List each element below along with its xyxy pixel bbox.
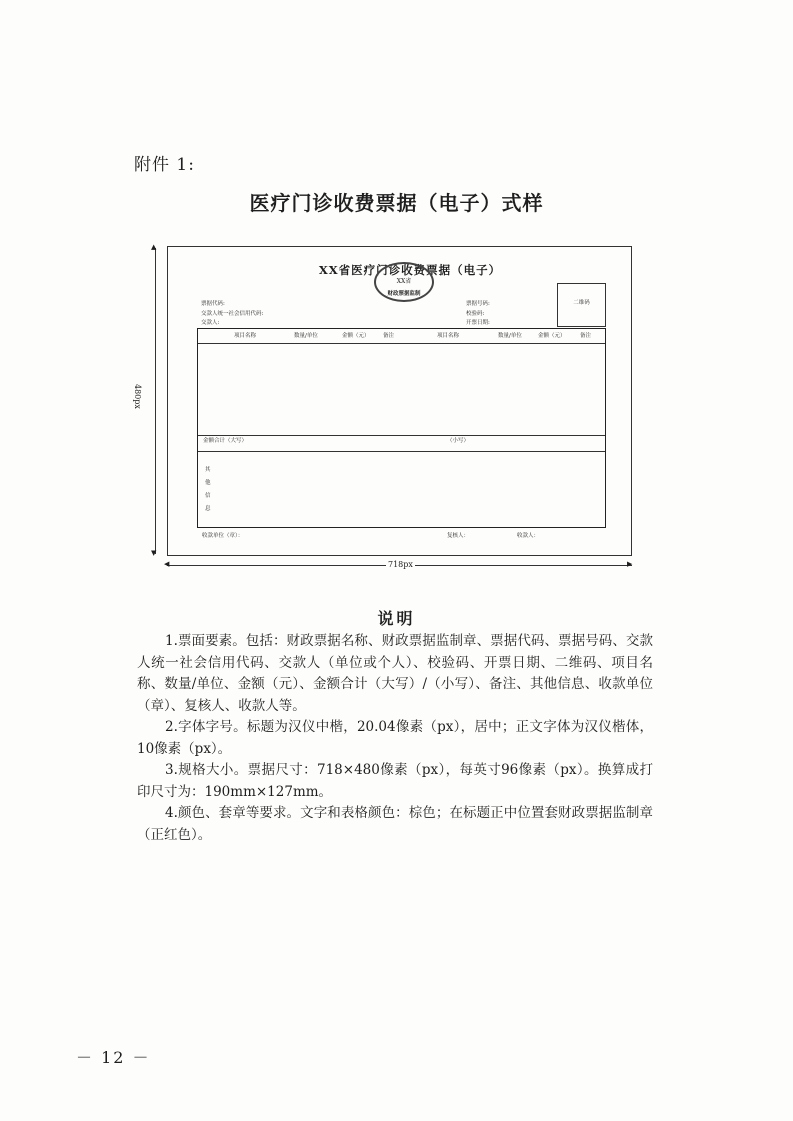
qr-code-label: 二维码: [573, 300, 590, 306]
col-qty-unit-left: 数量/单位: [294, 333, 318, 339]
note-item: 3.规格大小。票据尺寸：718×480像素（px），每英寸96像素（px）。换算成打印尺寸为：190mm×127mm。: [137, 762, 653, 800]
field-check-code: 校验码:: [466, 311, 485, 317]
arrow-up-icon: ▲: [151, 243, 157, 251]
arrow-right-icon: ▶: [627, 560, 633, 568]
col-remark-left: 备注: [383, 333, 395, 339]
body-divider: [198, 435, 605, 436]
document-title: 医疗门诊收费票据（电子）式样: [249, 191, 544, 215]
note-item: 2.字体字号。标题为汉仪中楷，20.04像素（px），居中；正文字体为汉仪楷体，10像素（px）。: [137, 719, 653, 757]
total-row-divider: [198, 451, 605, 452]
other-info-char: 其: [205, 467, 211, 473]
col-remark-right: 备注: [580, 333, 592, 339]
note-item: 4.颜色、套章等要求。文字和表格颜色：棕色；在标题正中位置套财政票据监制章（正红色）。: [137, 805, 653, 843]
ticket-title: XX省医疗门诊收费票据（电子）: [318, 263, 502, 277]
field-ticket-number: 票据号码:: [466, 301, 490, 307]
height-dimension-label: 480px: [133, 384, 142, 409]
footer-cashier: 收款人：: [517, 533, 540, 539]
arrow-down-icon: ▼: [151, 549, 157, 557]
total-lowercase-label: （小写）: [447, 438, 470, 444]
seal-top-text: XX省: [396, 278, 412, 285]
width-dimension-label: 718px: [388, 560, 413, 569]
col-amount-right: 金额（元）: [538, 333, 566, 339]
note-item: 1.票面要素。包括：财政票据名称、财政票据监制章、票据代码、票据号码、交款人统一社会信用代码、交款人（单位或个人）、校验码、开票日期、二维码、项目名称、数量/单位、金额（元）、金额合计（大写）/（小写）、备注、其他信息、收款单位（章）、复核人、收款人等。: [137, 633, 653, 714]
header-row-divider: [198, 343, 605, 344]
page-number: － 12 －: [76, 1048, 151, 1067]
footer-receiving-unit: 收款单位（章）：: [202, 533, 244, 539]
field-payer: 交款人:: [201, 320, 220, 326]
height-dimension-line: [155, 248, 156, 554]
col-qty-unit-right: 数量/单位: [498, 333, 522, 339]
col-item-name-left: 项目名称: [234, 333, 257, 339]
field-issue-date: 开票日期:: [466, 320, 490, 326]
total-uppercase-label: 金额合计（大写）: [203, 438, 248, 444]
other-info-char: 息: [205, 506, 211, 512]
col-amount-left: 金额（元）: [342, 333, 370, 339]
footer-reviewer: 复核人：: [447, 533, 470, 539]
other-info-char: 他: [205, 480, 211, 486]
ticket-table: [197, 328, 606, 528]
notes-heading: 说明: [377, 609, 416, 628]
annex-label: 附件 1:: [134, 155, 195, 175]
seal-text: 财政票据监制: [387, 291, 421, 297]
other-info-char: 信: [205, 493, 211, 499]
field-payer-credit-code: 交款人统一社会信用代码:: [201, 311, 264, 317]
arrow-left-icon: ◀: [164, 560, 170, 568]
field-ticket-code: 票据代码:: [201, 301, 225, 307]
col-item-name-right: 项目名称: [437, 333, 460, 339]
